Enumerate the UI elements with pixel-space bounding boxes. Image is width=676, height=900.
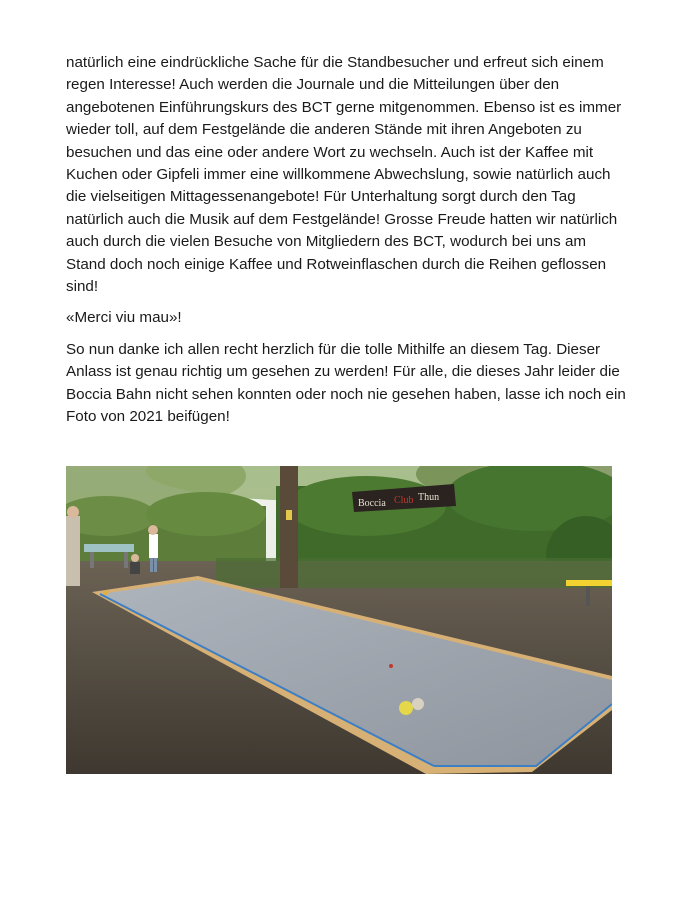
banner-text-club: Club bbox=[394, 495, 414, 506]
document-body bbox=[66, 52, 626, 438]
paragraph-stand-report: natürlich eine eindrückliche Sache für die Standbesucher und erfreut sich einem regen Interesse! Auch werden die Journale und die Mitteilungen über den angebotenen Einführungskurs des BCT gerne mitgenommen. Ebenso ist es immer wieder toll, auf dem Festgelände die anderen Stände mit ihren Angeboten zu besuchen und das eine oder andere Wort zu wechseln. Auch ist der Kaffee mit Kuchen oder Gipfeli immer eine willkommene Abwechslung, sowie natürlich auch die vielseitigen Mittagessenangebote! Für Unterhaltung sorgt durch den Tag natürlich auch die Musik auf dem Festgelände! Grosse Freude hatten wir natürlich auch durch die vielen Besuche von Mitgliedern des BCT, wodurch bei uns am Stand doch noch einige Kaffee und Rotweinflaschen durch die Reihen geflossen sind! bbox=[66, 54, 622, 296]
banner-text-boccia: Boccia bbox=[358, 498, 386, 509]
banner-text-thun: Thun bbox=[418, 492, 440, 503]
boccia-court-photo bbox=[66, 466, 612, 774]
paragraph-thanks-quote: «Merci viu mau»! bbox=[66, 309, 182, 327]
paragraph-closing: So nun danke ich allen recht herzlich für die tolle Mithilfe an diesem Tag. Dieser Anlass ist genau richtig um gesehen zu werden! Für alle, die dieses Jahr leider die Boccia Bahn nicht sehen konnten oder noch nie gesehen haben, lasse ich noch ein Foto von 2021 beifügen! bbox=[66, 340, 626, 426]
